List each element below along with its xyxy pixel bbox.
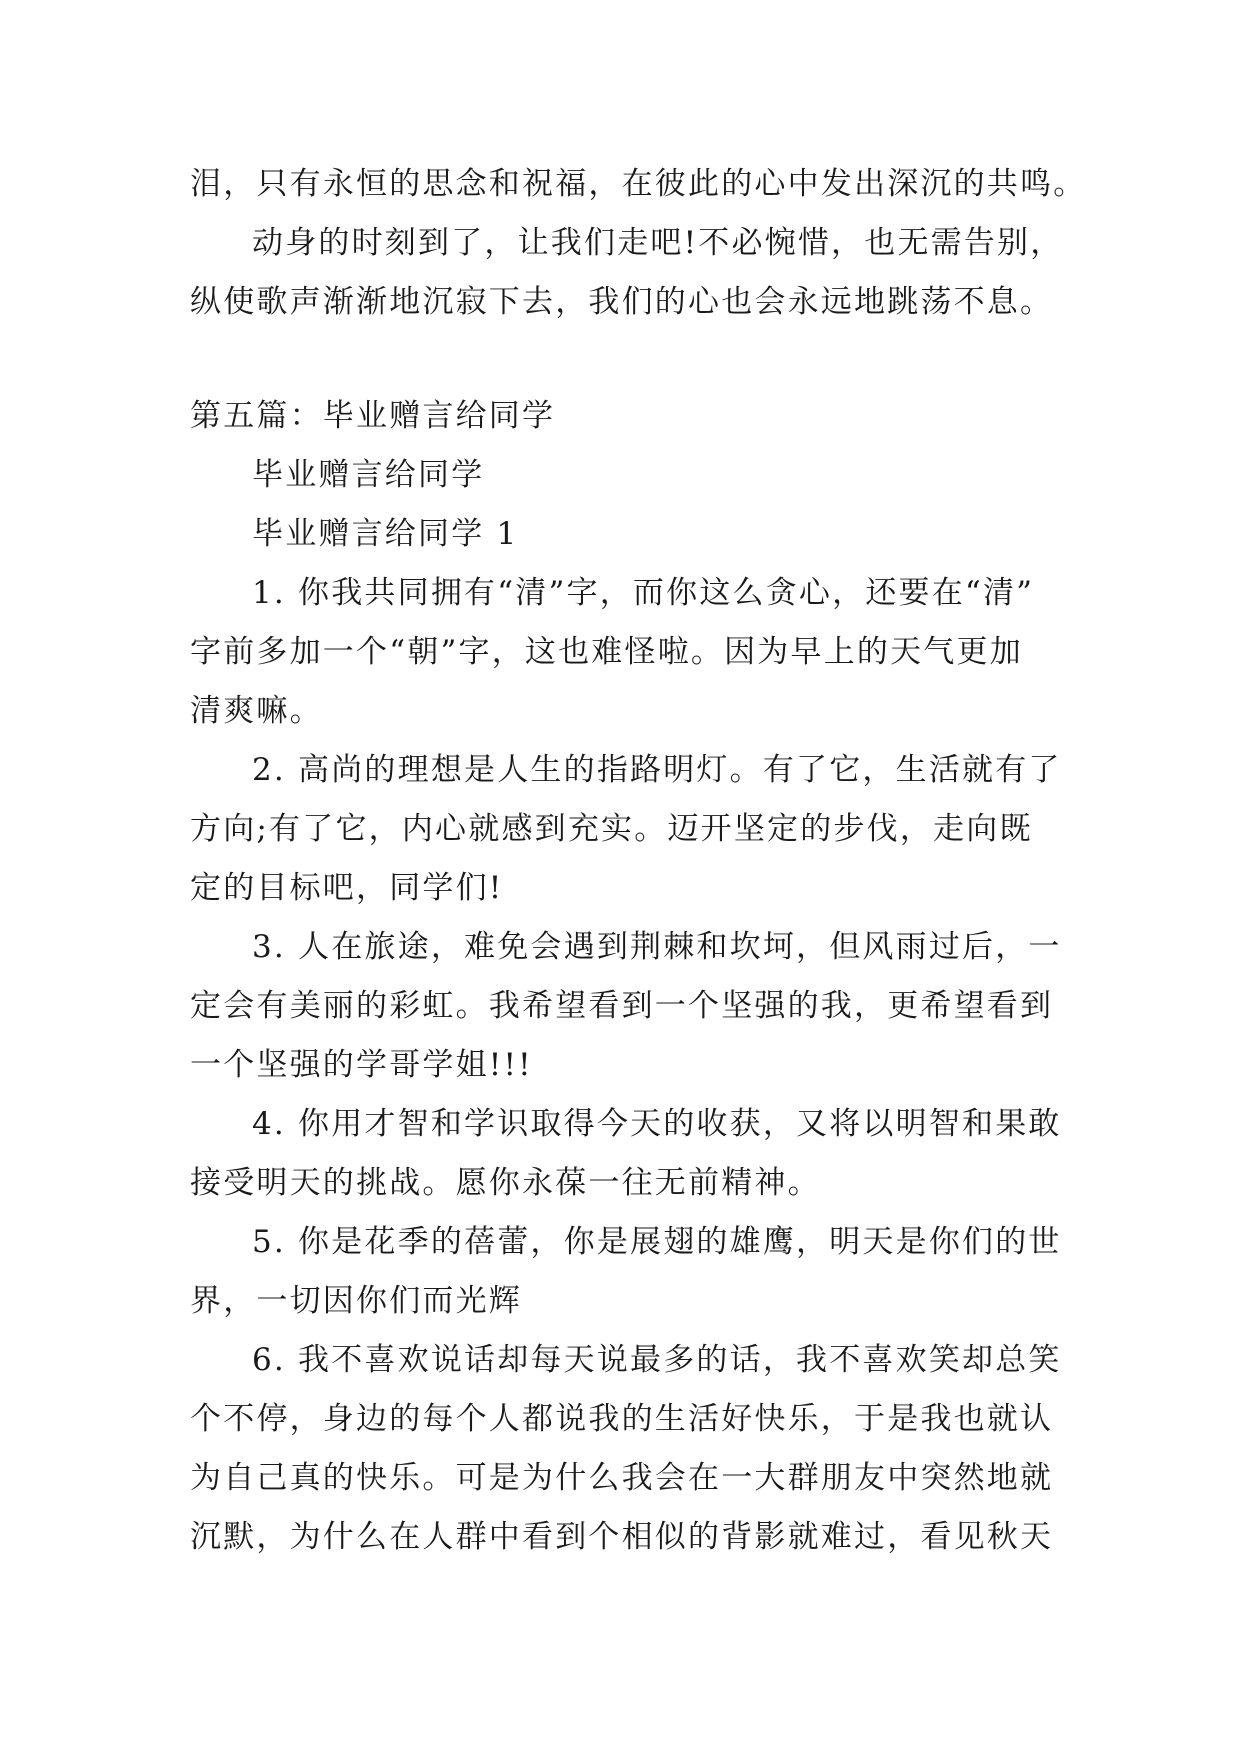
text-line: 2. 高尚的理想是人生的指路明灯。有了它，生活就有了 [252,752,1062,788]
text-line: 5. 你是花季的蓓蕾，你是展翅的雄鹰，明天是你们的世 [252,1224,1062,1260]
text-line: 动身的时刻到了，让我们走吧!不必惋惜，也无需告别， [252,225,1064,261]
text-line: 第五篇：毕业赠言给同学 [190,398,556,434]
text-line: 界，一切因你们而光辉 [190,1283,522,1319]
text-section [190,387,1070,1567]
text-line: 字前多加一个“朝”字，这也难怪啦。因为早上的天气更加 [190,634,1023,670]
text-line: 定的目标吧，同学们! [190,870,504,906]
text-line: 4. 你用才智和学识取得今天的收获，又将以明智和果敢 [252,1106,1062,1142]
document-page [190,155,1087,1567]
text-line: 沉默，为什么在人群中看到个相似的背影就难过，看见秋天 [190,1519,1054,1555]
text-line: 定会有美丽的彩虹。我希望看到一个坚强的我，更希望看到 [190,988,1054,1024]
text-line: 6. 我不喜欢说话却每天说最多的话，我不喜欢笑却总笑 [252,1342,1062,1378]
text-line: 泪，只有永恒的思念和祝福，在彼此的心中发出深沉的共鸣。 [190,166,1087,202]
text-section [190,155,1087,332]
text-line: 一个坚强的学哥学姐!!! [190,1047,533,1083]
section-gap [190,332,1070,387]
text-line: 3. 人在旅途，难免会遇到荆棘和坎坷，但风雨过后，一 [252,929,1062,965]
text-line: 方向;有了它，内心就感到充实。迈开坚定的步伐，走向既 [190,811,1033,847]
text-line: 个不停，身边的每个人都说我的生活好快乐，于是我也就认 [190,1401,1054,1437]
text-line: 1. 你我共同拥有“清”字，而你这么贪心，还要在“清” [252,575,1035,611]
text-line: 接受明天的挑战。愿你永葆一往无前精神。 [190,1165,821,1201]
text-line: 为自己真的快乐。可是为什么我会在一大群朋友中突然地就 [190,1460,1054,1496]
text-line: 清爽嘛。 [190,693,323,729]
text-line: 毕业赠言给同学 1 [252,516,519,552]
text-line: 纵使歌声渐渐地沉寂下去，我们的心也会永远地跳荡不息。 [190,284,1054,320]
text-line: 毕业赠言给同学 [252,457,485,493]
